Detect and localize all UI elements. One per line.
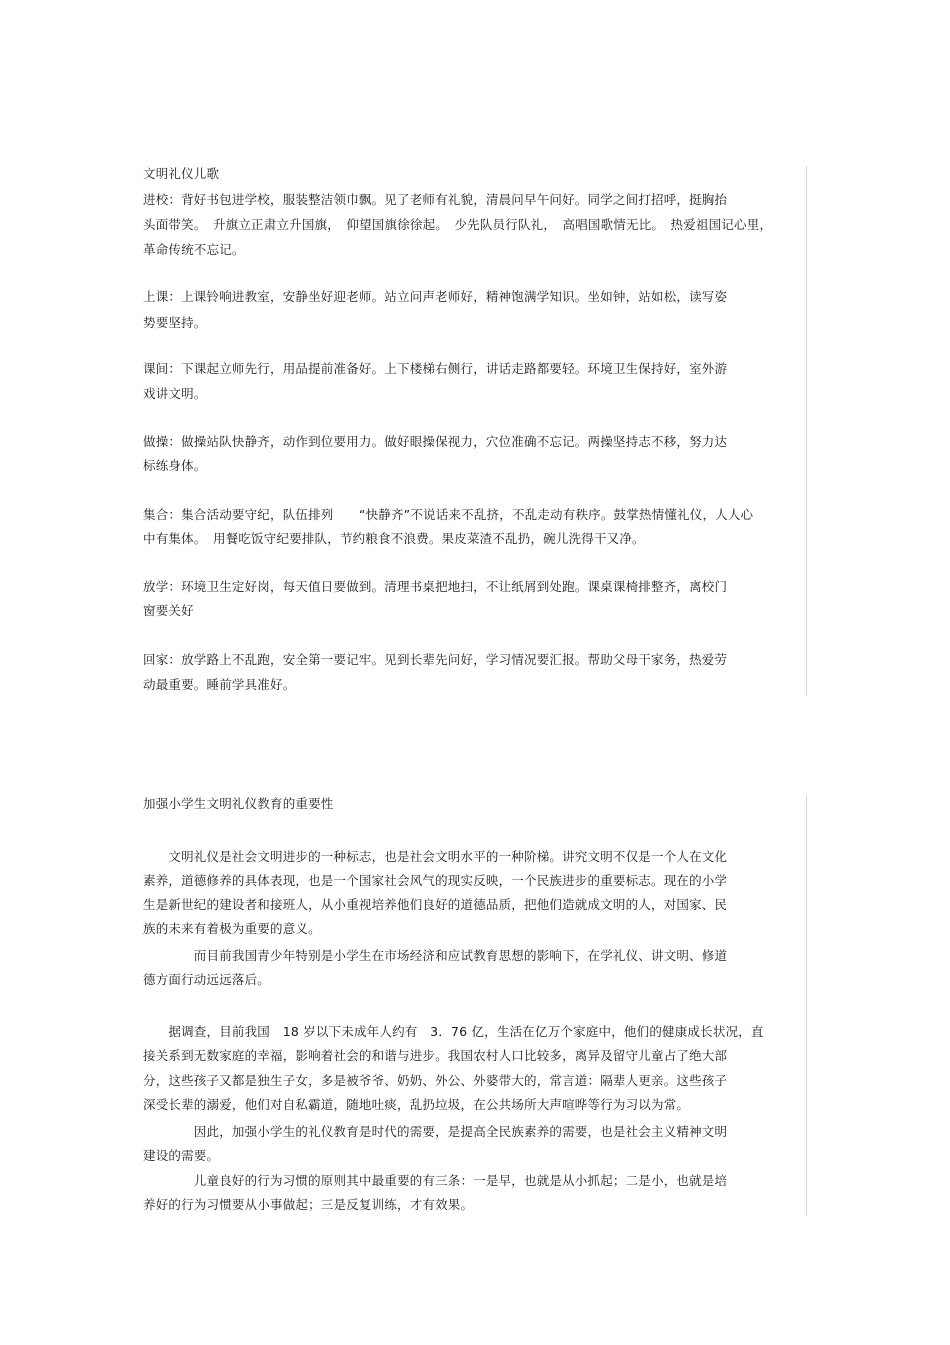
paragraph-line: 头面带笑。 升旗立正肃立升国旗， 仰望国旗徐徐起。 少先队员行队礼， 高唱国歌情无比。 热爱祖国记心里，	[143, 217, 773, 232]
paragraph-line: 族的未来有着极为重要的意义。	[143, 921, 321, 936]
paragraph-line: 据调查，目前我国 18 岁以下未成年人约有 3．76 亿，生活在亿万个家庭中，他们的健康成长状况，直	[143, 1024, 764, 1039]
paragraph-line: 德方面行动远远落后。	[143, 972, 271, 987]
paragraph-line: 势要坚持。	[143, 315, 207, 330]
paragraph-line: 深受长辈的溺爱，他们对自私霸道，随地吐痰，乱扔垃圾，在公共场所大声喧哗等行为习以为常。	[143, 1097, 690, 1112]
right-rule-bottom	[806, 795, 807, 1216]
paragraph-line: 分，这些孩子又都是独生子女，多是被爷爷、奶奶、外公、外婆带大的，常言道：隔辈人更亲。这些孩子	[143, 1073, 728, 1088]
paragraph-line: 接关系到无数家庭的幸福，影响着社会的和谐与进步。我国农村人口比较多，离异及留守儿童占了绝大部	[143, 1048, 728, 1063]
paragraph-line: 养好的行为习惯要从小事做起；三是反复训练，才有效果。	[143, 1197, 474, 1212]
paragraph-line: 课间：下课起立师先行，用品提前准备好。上下楼梯右侧行，讲话走路都要轻。环境卫生保持好，室外游	[143, 361, 728, 376]
paragraph-line: 动最重要。睡前学具准好。	[143, 677, 296, 692]
paragraph-line: 标练身体。	[143, 458, 207, 473]
paragraph-line: 回家：放学路上不乱跑，安全第一要记牢。见到长辈先问好，学习情况要汇报。帮助父母干家务，热爱劳	[143, 652, 728, 667]
paragraph-line: 文明礼仪是社会文明进步的一种标志，也是社会文明水平的一种阶梯。讲究文明不仅是一个人在文化	[143, 849, 728, 864]
right-rule-top	[806, 166, 807, 696]
paragraph-line: 儿童良好的行为习惯的原则其中最重要的有三条：一是早，也就是从小抓起；二是小，也就是培	[143, 1173, 728, 1188]
paragraph-line: 而目前我国青少年特别是小学生在市场经济和应试教育思想的影响下，在学礼仪、讲文明、修道	[143, 948, 728, 963]
section2-title: 加强小学生文明礼仪教育的重要性	[143, 796, 334, 811]
paragraph-line: 建设的需要。	[143, 1148, 220, 1163]
paragraph-line: 素养，道德修养的具体表现，也是一个国家社会风气的现实反映，一个民族进步的重要标志。现在的小学	[143, 873, 728, 888]
paragraph-line: 革命传统不忘记。	[143, 242, 245, 257]
section1-title: 文明礼仪儿歌	[143, 166, 220, 181]
paragraph-line: 窗要关好	[143, 603, 194, 618]
paragraph-line: 中有集体。 用餐吃饭守纪要排队，节约粮食不浪费。果皮菜渣不乱扔，碗儿洗得干又净。	[143, 531, 645, 546]
paragraph-line: 集合：集合活动要守纪，队伍排列 “快静齐”不说话来不乱挤，不乱走动有秩序。鼓掌热情懂礼仪，人人心	[143, 507, 754, 522]
paragraph-line: 放学：环境卫生定好岗，每天值日要做到。清理书桌把地扫，不让纸屑到处跑。课桌课椅排整齐，离校门	[143, 579, 728, 594]
paragraph-line: 做操：做操站队快静齐，动作到位要用力。做好眼操保视力，穴位准确不忘记。两操坚持志不移，努力达	[143, 434, 728, 449]
paragraph-line: 戏讲文明。	[143, 386, 207, 401]
paragraph-line: 生是新世纪的建设者和接班人，从小重视培养他们良好的道德品质，把他们造就成文明的人，对国家、民	[143, 897, 728, 912]
paragraph-line: 进校：背好书包进学校，服装整洁领巾飘。见了老师有礼貌，清晨问早午问好。同学之间打招呼，挺胸抬	[143, 192, 728, 207]
paragraph-line: 上课：上课铃响进教室，安静坐好迎老师。站立问声老师好，精神饱满学知识。坐如钟，站如松，读写姿	[143, 289, 728, 304]
paragraph-line: 因此，加强小学生的礼仪教育是时代的需要，是提高全民族素养的需要，也是社会主义精神文明	[143, 1124, 728, 1139]
